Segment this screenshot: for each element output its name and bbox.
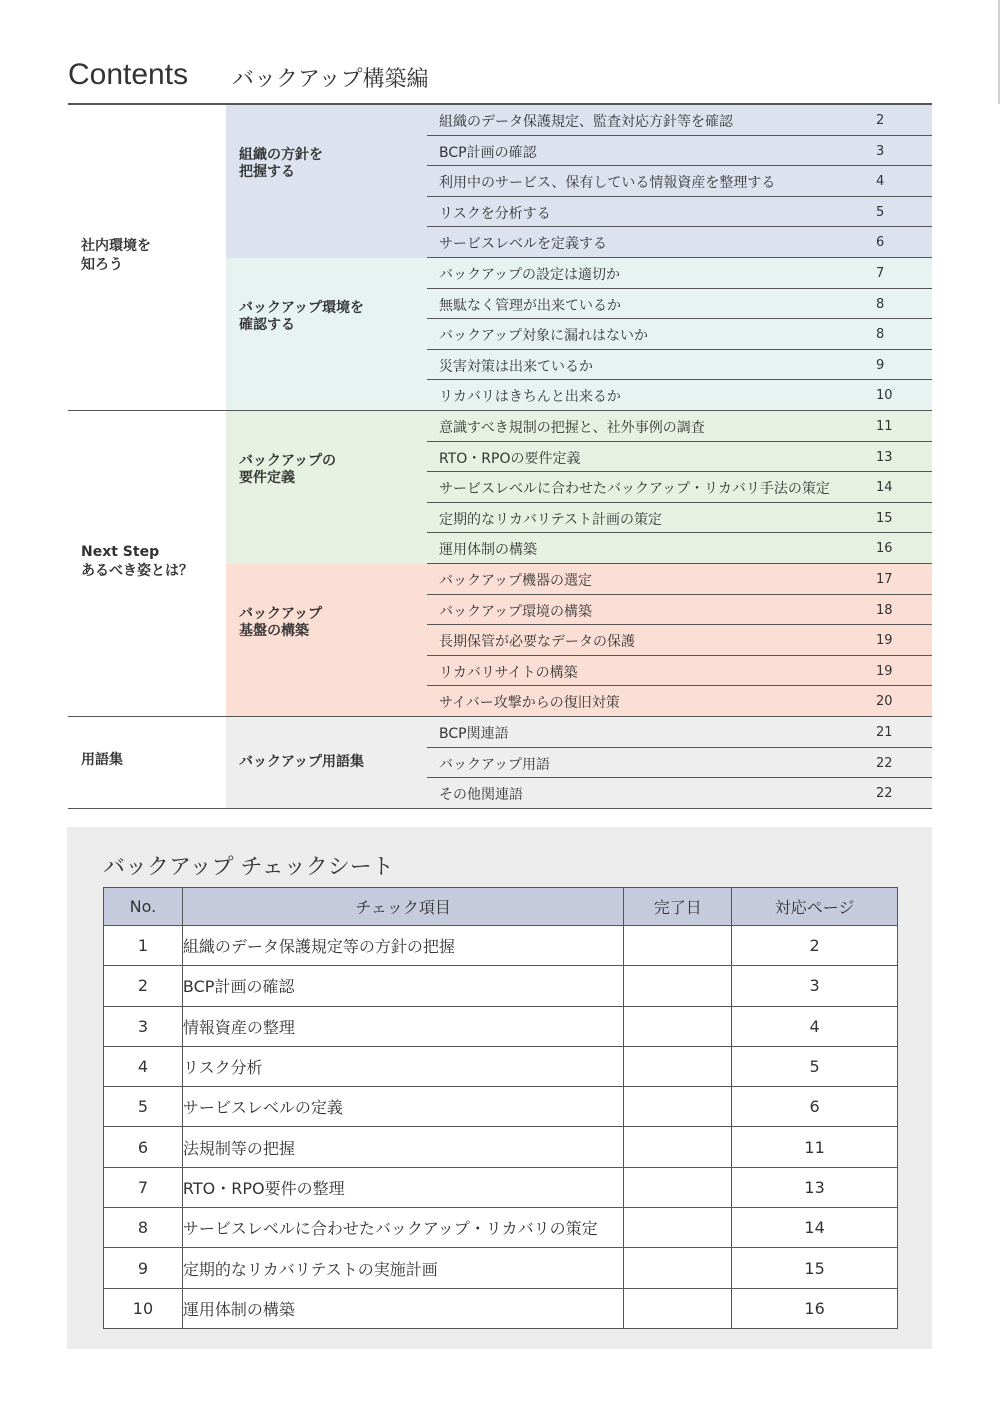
toc-item-title: バックアップ用語 [439, 756, 551, 773]
toc-item-title: 長期保管が必要なデータの保護 [439, 634, 635, 651]
completion-date-cell[interactable] [624, 1006, 732, 1046]
checksheet-table [103, 887, 898, 1329]
toc-item[interactable] [427, 319, 932, 350]
toc-item-title: BCP関連語 [439, 726, 509, 742]
toc-item[interactable] [427, 778, 932, 809]
page-reference: 11 [732, 1127, 898, 1167]
toc-subsection-label-line: バックアップ用語集 [239, 754, 365, 771]
toc-subsection-label-line: 把握する [239, 163, 295, 180]
toc-item[interactable] [427, 595, 932, 626]
page-reference: 5 [732, 1046, 898, 1086]
completion-date-cell[interactable] [624, 966, 732, 1006]
toc-item-page: 16 [876, 541, 893, 557]
check-item: 運用体制の構築 [182, 1288, 623, 1328]
toc-subsection-label [239, 606, 322, 640]
col-header-item: チェック項目 [182, 888, 623, 926]
toc-item[interactable] [427, 717, 932, 748]
row-number: 1 [104, 926, 183, 966]
toc-item-page: 14 [876, 480, 893, 496]
toc-item[interactable] [427, 533, 932, 564]
toc-item-page: 22 [876, 755, 893, 771]
toc-item-title: サービスレベルに合わせたバックアップ・リカバリ手法の策定 [439, 481, 830, 498]
check-item: サービスレベルに合わせたバックアップ・リカバリの策定 [182, 1208, 623, 1248]
row-number: 7 [104, 1167, 183, 1207]
toc-item[interactable] [427, 258, 932, 289]
toc-item-page: 3 [876, 143, 885, 159]
toc-item-title: リカバリはきちんと出来るか [439, 389, 621, 406]
toc-item-title: バックアップ対象に漏れはないか [439, 328, 649, 345]
toc-section [68, 717, 932, 809]
toc-item-page: 19 [876, 633, 893, 649]
col-header-no: No. [104, 888, 183, 926]
toc-item[interactable] [427, 350, 932, 381]
page-reference: 4 [732, 1006, 898, 1046]
table-of-contents [68, 103, 932, 812]
toc-item-title: その他関連語 [439, 787, 523, 804]
toc-subsection-label-line: 要件定義 [239, 469, 295, 486]
toc-item-page: 19 [876, 663, 893, 679]
toc-item-page: 8 [876, 296, 885, 312]
toc-item-page: 13 [876, 449, 893, 465]
toc-item-title: 定期的なリカバリテスト計画の策定 [439, 511, 663, 528]
toc-item-page: 20 [876, 694, 893, 710]
toc-item-title: リスクを分析する [439, 205, 551, 222]
toc-item-page: 4 [876, 174, 885, 190]
check-item: 法規制等の把握 [182, 1127, 623, 1167]
toc-section-label-line: 社内環境を [81, 238, 151, 254]
toc-item-title: 組織のデータ保護規定、監査対応方針等を確認 [439, 114, 733, 130]
toc-item[interactable] [427, 136, 932, 167]
completion-date-cell[interactable] [624, 1087, 732, 1127]
completion-date-cell[interactable] [624, 1208, 732, 1248]
toc-item-title: バックアップの設定は適切か [439, 267, 621, 283]
toc-item-title: 意識すべき規制の把握と、社外事例の調査 [439, 420, 705, 436]
checksheet-row [104, 926, 898, 966]
toc-item[interactable] [427, 105, 932, 136]
checksheet-header-row [104, 888, 898, 926]
toc-subsection-label-line: 基盤の構築 [239, 622, 309, 639]
row-number: 9 [104, 1248, 183, 1288]
checksheet-row [104, 1006, 898, 1046]
toc-item-page: 8 [876, 327, 885, 343]
toc-item-page: 15 [876, 510, 893, 526]
check-item: サービスレベルの定義 [182, 1087, 623, 1127]
toc-item-page: 6 [876, 235, 885, 251]
check-item: RTO・RPO要件の整理 [182, 1167, 623, 1207]
toc-item-title: サービスレベルを定義する [439, 236, 607, 253]
page-reference: 16 [732, 1288, 898, 1328]
completion-date-cell[interactable] [624, 1288, 732, 1328]
completion-date-cell[interactable] [624, 1046, 732, 1086]
page-reference: 15 [732, 1248, 898, 1288]
toc-section-label-line: あるべき姿とは？ [81, 563, 193, 579]
toc-section-label-line: Next Step [81, 544, 160, 560]
page-reference: 14 [732, 1208, 898, 1248]
checksheet-row [104, 1046, 898, 1086]
toc-section-label-line: 知ろう [81, 257, 123, 273]
checksheet-row [104, 1167, 898, 1207]
toc-item-page: 18 [876, 602, 893, 618]
toc-item-title: 利用中のサービス、保有している情報資産を整理する [439, 175, 776, 192]
toc-subsection [226, 258, 932, 411]
row-number: 5 [104, 1087, 183, 1127]
toc-item-title: RTO・RPOの要件定義 [439, 450, 581, 467]
toc-item[interactable] [427, 166, 932, 197]
check-item: 定期的なリカバリテストの実施計画 [182, 1248, 623, 1288]
toc-item-page: 17 [876, 572, 893, 587]
toc-item-page: 2 [876, 113, 885, 128]
toc-item[interactable] [427, 289, 932, 320]
toc-item[interactable] [427, 197, 932, 228]
toc-item[interactable] [427, 442, 932, 473]
completion-date-cell[interactable] [624, 926, 732, 966]
toc-item[interactable] [427, 564, 932, 595]
check-item: 組織のデータ保護規定等の方針の把握 [182, 926, 623, 966]
toc-item[interactable] [427, 625, 932, 656]
toc-subsection-label [239, 300, 364, 334]
toc-item-page: 11 [876, 419, 893, 434]
row-number: 6 [104, 1127, 183, 1167]
toc-item[interactable] [427, 411, 932, 442]
toc-subsection-label-line: バックアップ環境を [239, 299, 365, 316]
toc-item-page: 21 [876, 725, 893, 740]
toc-item-title: リカバリサイトの構築 [439, 664, 578, 681]
toc-item[interactable] [427, 686, 932, 717]
toc-item-page: 9 [876, 357, 885, 373]
toc-item[interactable] [427, 748, 932, 779]
toc-subsection-label-line: 組織の方針を [239, 146, 323, 163]
row-number: 4 [104, 1046, 183, 1086]
checksheet-row [104, 1087, 898, 1127]
check-item: リスク分析 [182, 1046, 623, 1086]
toc-section-label [81, 751, 123, 770]
contents-subtitle: バックアップ構築編 [232, 67, 429, 92]
toc-item[interactable] [427, 227, 932, 258]
toc-item-page: 5 [876, 204, 885, 220]
checksheet-row [104, 1127, 898, 1167]
toc-item-title: 運用体制の構築 [439, 542, 537, 559]
checksheet-title: バックアップ チェックシート [103, 855, 394, 880]
toc-item[interactable] [427, 656, 932, 687]
checksheet-row [104, 1288, 898, 1328]
completion-date-cell[interactable] [624, 1248, 732, 1288]
toc-subsection-label-line: バックアップの [239, 452, 337, 469]
toc-item-page: 7 [876, 266, 885, 281]
toc-item[interactable] [427, 472, 932, 503]
toc-item-title: BCP計画の確認 [439, 144, 537, 161]
toc-section-label-line: 用語集 [81, 752, 123, 769]
check-item: BCP計画の確認 [182, 966, 623, 1006]
row-number: 2 [104, 966, 183, 1006]
toc-section [68, 105, 932, 411]
page-reference: 6 [732, 1087, 898, 1127]
toc-subsection [226, 411, 932, 564]
toc-section-label [81, 237, 151, 275]
toc-subsection-label-line: 確認する [239, 316, 295, 333]
row-number: 8 [104, 1208, 183, 1248]
toc-subsection [226, 105, 932, 258]
toc-item-page: 22 [876, 786, 893, 802]
completion-date-cell[interactable] [624, 1127, 732, 1167]
toc-subsection [226, 564, 932, 717]
col-header-done: 完了日 [624, 888, 732, 926]
page-reference: 3 [732, 966, 898, 1006]
checksheet-panel [67, 827, 932, 1349]
toc-subsection-label [239, 147, 323, 181]
toc-subsection-label [239, 453, 336, 487]
toc-item[interactable] [427, 503, 932, 534]
toc-section-label [81, 543, 193, 581]
checksheet-row [104, 1248, 898, 1288]
toc-item-title: 災害対策は出来ているか [439, 358, 593, 375]
row-number: 3 [104, 1006, 183, 1046]
toc-section [68, 411, 932, 717]
toc-item-page: 10 [876, 388, 893, 404]
row-number: 10 [104, 1288, 183, 1328]
toc-subsection [226, 717, 932, 809]
contents-title: Contents [68, 58, 189, 91]
checksheet-row [104, 1208, 898, 1248]
toc-item-title: バックアップ機器の選定 [439, 573, 593, 589]
completion-date-cell[interactable] [624, 1167, 732, 1207]
col-header-page: 対応ページ [732, 888, 898, 926]
check-item: 情報資産の整理 [182, 1006, 623, 1046]
checksheet-row [104, 966, 898, 1006]
page-reference: 13 [732, 1167, 898, 1207]
toc-item-title: バックアップ環境の構築 [439, 603, 593, 620]
page-reference: 2 [732, 926, 898, 966]
toc-item-title: 無駄なく管理が出来ているか [439, 297, 621, 314]
toc-item-title: サイバー攻撃からの復旧対策 [439, 695, 620, 712]
toc-subsection-label [239, 754, 364, 771]
toc-section-divider [68, 808, 932, 809]
toc-subsection-label-line: バックアップ [239, 605, 323, 622]
toc-item[interactable] [427, 380, 932, 411]
